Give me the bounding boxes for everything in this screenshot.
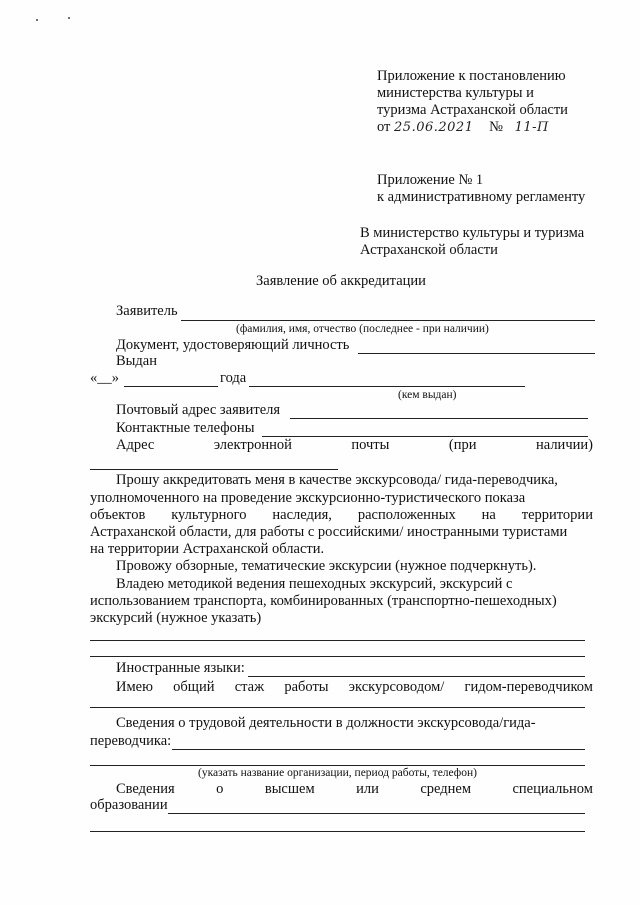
education-word: или — [356, 781, 379, 797]
id-document-label: Документ, удостоверяющий личность — [116, 337, 350, 353]
phones-label: Контактные телефоны — [116, 420, 255, 436]
experience-word: работы — [284, 679, 329, 695]
experience-word: гидом-переводчиком — [464, 679, 593, 695]
education-line2: образовании — [90, 797, 168, 813]
education-field-line2[interactable] — [90, 831, 585, 832]
applicant-label: Заявитель — [116, 303, 178, 319]
work-line2: переводчика: — [90, 733, 172, 749]
request-line5: на территории Астраханской области. — [90, 541, 325, 557]
request-word: объектов — [90, 507, 146, 523]
request-word: наследия, — [272, 507, 332, 523]
work-field-line2[interactable] — [90, 765, 585, 766]
method-line1: Владею методикой ведения пешеходных экскурсий, экскурсий с — [116, 576, 513, 592]
form-title: Заявление об аккредитации — [256, 273, 426, 289]
education-field-line1[interactable] — [168, 813, 585, 814]
postal-address-field-line[interactable] — [290, 418, 588, 419]
method-line3: экскурсий (нужное указать) — [90, 610, 262, 626]
issued-label: Выдан — [116, 353, 157, 369]
postal-address-label: Почтовый адрес заявителя — [116, 402, 281, 418]
handwritten-number: 11-П — [514, 120, 549, 135]
issue-date-month-line[interactable] — [124, 386, 218, 387]
email-word: Адрес — [116, 437, 155, 453]
number-label: № — [489, 119, 503, 135]
work-line1: Сведения о трудовой деятельности в должности экскурсовода/гида- — [116, 715, 536, 731]
annex-decree-line1: Приложение к постановлению — [377, 68, 566, 84]
recipient-line2: Астраханской области — [360, 242, 498, 258]
scan-speck — [68, 17, 70, 19]
request-line2-text: уполномоченного на проведение экскурсионно-туристического показа — [90, 490, 526, 506]
recipient-line1: В министерство культуры и туризма — [360, 225, 585, 241]
email-field-line[interactable] — [90, 469, 338, 470]
education-word: среднем — [420, 781, 472, 797]
request-line2 — [90, 490, 593, 507]
annex-number-title: Приложение № 1 — [377, 172, 484, 188]
year-label: года — [220, 370, 247, 386]
request-word: расположенных — [357, 507, 456, 523]
email-word: почты — [351, 437, 390, 453]
experience-field-line[interactable] — [90, 707, 585, 708]
annex-decree-line2: министерства культуры и — [377, 85, 534, 101]
education-word: высшем — [264, 781, 315, 797]
request-line3 — [90, 507, 593, 524]
work-field-line1[interactable] — [172, 749, 585, 750]
experience-word: стаж — [234, 679, 265, 695]
method-field-line2[interactable] — [90, 656, 585, 657]
request-word: территории — [521, 507, 593, 523]
education-row — [116, 781, 593, 798]
issue-date-day: «__» — [90, 370, 119, 386]
experience-word: общий — [173, 679, 215, 695]
experience-word: экскурсоводом/ — [348, 679, 445, 695]
method-line2: использованием транспорта, комбинированных (транспортно-пешеходных) — [90, 593, 557, 609]
education-word: Сведения — [116, 781, 175, 797]
request-word: на — [481, 507, 496, 523]
applicant-field-line[interactable] — [181, 320, 595, 321]
issued-by-field-line[interactable] — [249, 386, 525, 387]
annex-subtitle: к административному регламенту — [377, 189, 586, 205]
email-word: электронной — [213, 437, 292, 453]
education-word: специальном — [512, 781, 593, 797]
experience-word: Имею — [116, 679, 153, 695]
id-document-field-line[interactable] — [358, 353, 595, 354]
work-hint: (указать название организации, период работы, телефон) — [198, 767, 477, 779]
applicant-hint: (фамилия, имя, отчество (последнее - при наличии) — [236, 323, 489, 335]
decree-date-number — [377, 119, 549, 136]
request-line4: Астраханской области, для работы с российскими/ иностранными туристами — [90, 524, 568, 540]
excursions-line: Провожу обзорные, тематические экскурсии (нужное подчеркнуть). — [116, 558, 537, 574]
issued-by-hint: (кем выдан) — [398, 389, 457, 401]
experience-row — [116, 679, 593, 696]
scan-speck — [36, 19, 38, 21]
languages-label: Иностранные языки: — [116, 660, 245, 676]
annex-decree-line3: туризма Астраханской области — [377, 102, 568, 118]
from-label: от — [377, 119, 391, 135]
email-word: (при — [448, 437, 477, 453]
handwritten-date: 25.06.2021 — [394, 120, 474, 135]
languages-field-line[interactable] — [248, 676, 585, 677]
email-word: наличии) — [536, 437, 593, 453]
request-word: культурного — [171, 507, 247, 523]
email-label-row — [116, 437, 593, 454]
request-line1: Прошу аккредитовать меня в качестве экскурсовода/ гида-переводчика, — [116, 472, 558, 488]
education-word: о — [216, 781, 224, 797]
method-field-line1[interactable] — [90, 640, 585, 641]
